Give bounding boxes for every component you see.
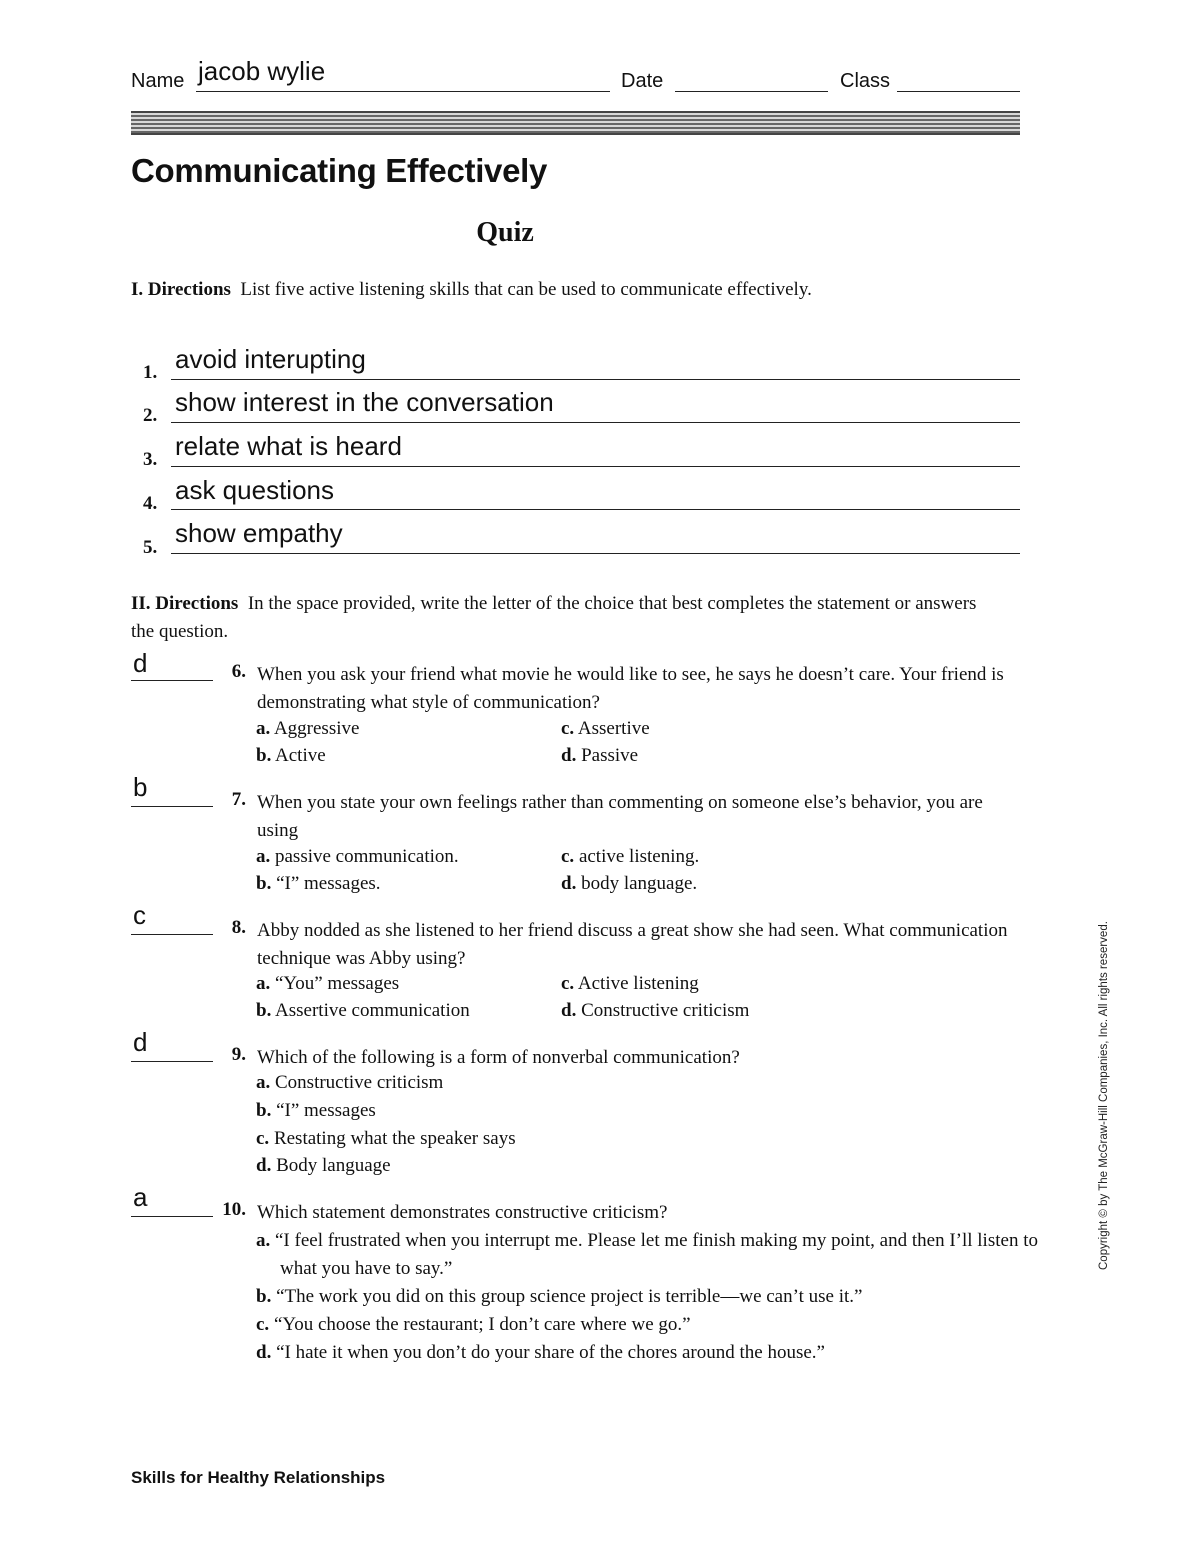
answer-letter[interactable]: d — [133, 1027, 148, 1057]
question-number: 6. — [231, 661, 246, 682]
option-text: Constructive criticism — [581, 1000, 750, 1021]
option-b — [256, 745, 326, 767]
class-label: Class — [840, 70, 891, 92]
option-b — [256, 1000, 470, 1022]
option-text: Active listening — [577, 973, 699, 994]
option-d — [256, 1155, 391, 1177]
answer-letter[interactable]: b — [133, 772, 148, 802]
answer-blank[interactable] — [131, 1061, 213, 1062]
date-label: Date — [621, 70, 664, 92]
option-letter: b. — [256, 873, 272, 894]
name-label: Name — [131, 70, 185, 92]
option-text: “You” messages — [275, 973, 400, 994]
option-letter: d. — [256, 1342, 272, 1363]
section1-text: List five active listening skills that can be used to communicate effectively. — [240, 279, 812, 300]
option-text: Restating what the speaker says — [273, 1128, 516, 1149]
option-letter: a. — [256, 718, 271, 739]
question-text: When you state your own feelings rather than commenting on someone else’s behavior, you are using — [257, 792, 983, 841]
option-text: Active — [275, 745, 326, 766]
header-rule-band — [131, 111, 1020, 135]
option-d — [561, 1000, 749, 1022]
option-text: body language. — [581, 873, 698, 894]
option-text: passive communication. — [275, 846, 459, 867]
answer-blank[interactable] — [131, 806, 213, 807]
option-b — [256, 1283, 1040, 1311]
question-number: 8. — [231, 917, 246, 938]
option-letter: d. — [256, 1155, 272, 1176]
list-item-line[interactable] — [171, 553, 1020, 554]
list-item-number: 1. — [143, 362, 158, 383]
option-d — [561, 745, 638, 767]
option-text: Assertive — [577, 718, 650, 739]
list-item-answer[interactable]: show empathy — [175, 518, 343, 548]
option-text: “The work you did on this group science project is terrible—we can’t use it.” — [276, 1286, 863, 1307]
list-item-answer[interactable]: ask questions — [175, 475, 334, 505]
list-item-line[interactable] — [171, 509, 1020, 510]
option-text: Passive — [581, 745, 639, 766]
option-letter: c. — [256, 1314, 270, 1335]
answer-blank[interactable] — [131, 1216, 213, 1217]
option-text: “I” messages. — [276, 873, 381, 894]
question-text: When you ask your friend what movie he would like to see, he says he doesn’t care. Your friend is demonstrating what style of communication? — [257, 664, 1004, 713]
question-text: Abby nodded as she listened to her friend discuss a great show she had seen. What communication technique was Abby using? — [257, 920, 1008, 969]
option-letter: c. — [561, 718, 575, 739]
option-letter: c. — [561, 973, 575, 994]
option-letter: d. — [561, 1000, 577, 1021]
option-text: “I hate it when you don’t do your share of the chores around the house.” — [276, 1342, 825, 1363]
answer-blank[interactable] — [131, 934, 213, 935]
class-field-line[interactable] — [897, 91, 1020, 92]
option-a — [256, 846, 459, 868]
option-letter: b. — [256, 1286, 272, 1307]
copyright-notice: Copyright © by The McGraw-Hill Companies, Inc. All rights reserved. — [1098, 921, 1110, 1270]
option-letter: b. — [256, 745, 272, 766]
option-text: Assertive communication — [275, 1000, 470, 1021]
list-item-number: 4. — [143, 493, 158, 514]
option-c — [256, 1311, 1040, 1339]
option-letter: a. — [256, 1230, 271, 1251]
answer-blank[interactable] — [131, 680, 213, 681]
option-b — [256, 873, 381, 895]
list-item-answer[interactable]: avoid interupting — [175, 344, 366, 374]
question-number: 7. — [231, 789, 246, 810]
date-field-line[interactable] — [675, 91, 828, 92]
list-item-number: 2. — [143, 405, 158, 426]
question-number: 9. — [231, 1044, 246, 1065]
option-text: active listening. — [578, 846, 700, 867]
answer-letter[interactable]: c — [133, 900, 146, 930]
option-letter: a. — [256, 1072, 271, 1093]
question-text: Which statement demonstrates constructive criticism? — [257, 1202, 668, 1223]
option-a — [256, 1072, 443, 1094]
option-d — [256, 1339, 1040, 1367]
option-letter: a. — [256, 846, 271, 867]
option-a — [256, 718, 359, 740]
section1-directions — [131, 276, 1001, 304]
option-letter: a. — [256, 973, 271, 994]
option-c — [256, 1128, 516, 1150]
option-text: Body language — [276, 1155, 391, 1176]
option-letter: c. — [561, 846, 575, 867]
option-text: “I feel frustrated when you interrupt me. Please let me finish making my point, and then I’ll listen to what you have to say.” — [275, 1230, 1038, 1279]
list-item-line[interactable] — [171, 466, 1020, 467]
answer-letter[interactable]: a — [133, 1182, 148, 1212]
page-subtitle: Quiz — [476, 217, 534, 248]
list-item-number: 5. — [143, 537, 158, 558]
option-a — [256, 973, 399, 995]
option-c — [561, 718, 650, 740]
question-text: Which of the following is a form of nonverbal communication? — [257, 1047, 740, 1068]
answer-letter[interactable]: d — [133, 648, 148, 678]
option-text: “I” messages — [276, 1100, 376, 1121]
list-item-answer[interactable]: show interest in the conversation — [175, 387, 554, 417]
page-footer: Skills for Healthy Relationships — [131, 1468, 386, 1487]
section2-directions — [131, 590, 981, 646]
question-number: 10. — [222, 1199, 246, 1220]
option-c — [561, 846, 699, 868]
list-item-number: 3. — [143, 449, 158, 470]
section2-text: In the space provided, write the letter of the choice that best completes the statement or answers the question. — [131, 593, 977, 642]
option-letter: b. — [256, 1100, 272, 1121]
list-item-line[interactable] — [171, 422, 1020, 423]
option-letter: d. — [561, 745, 577, 766]
option-letter: c. — [256, 1128, 270, 1149]
list-item-answer[interactable]: relate what is heard — [175, 431, 402, 461]
option-text: Constructive criticism — [275, 1072, 444, 1093]
name-value[interactable]: jacob wylie — [198, 56, 326, 86]
option-letter: d. — [561, 873, 577, 894]
section2-heading: II. Directions — [131, 593, 239, 614]
option-text: “You choose the restaurant; I don’t care where we go.” — [273, 1314, 691, 1335]
option-c — [561, 973, 699, 995]
option-b — [256, 1100, 376, 1122]
option-text: Aggressive — [273, 718, 360, 739]
name-field-line[interactable] — [196, 91, 610, 92]
page-title: Communicating Effectively — [131, 152, 548, 189]
option-letter: b. — [256, 1000, 272, 1021]
option-d — [561, 873, 697, 895]
list-item-line[interactable] — [171, 379, 1020, 380]
section1-heading: I. Directions — [131, 279, 231, 300]
option-a — [256, 1227, 1040, 1283]
